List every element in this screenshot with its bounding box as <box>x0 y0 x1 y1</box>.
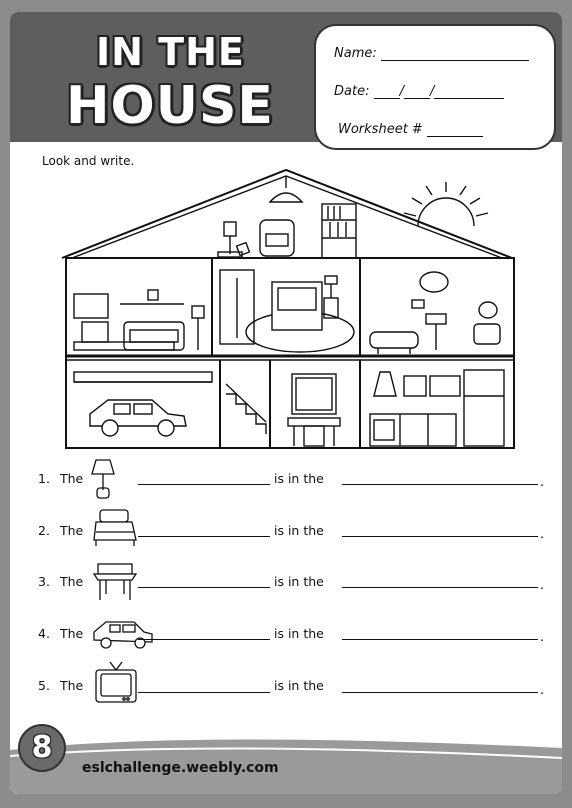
kitchen <box>370 370 504 446</box>
date-month-blank[interactable] <box>404 86 430 99</box>
worksheet-number-blank[interactable] <box>427 124 483 137</box>
website-link[interactable]: eslchallenge.weebly.com <box>82 760 279 776</box>
name-field <box>334 46 529 61</box>
answer-blank-object-2[interactable] <box>138 536 270 537</box>
dining-room <box>288 374 340 446</box>
living-room <box>74 290 204 350</box>
car-icon <box>90 616 156 650</box>
question-number: 3. <box>38 574 50 589</box>
answer-blank-room-2[interactable] <box>342 536 538 537</box>
date-separator-2: / <box>429 84 435 99</box>
question-end-2: . <box>540 526 544 541</box>
page-number-badge: 8 <box>18 724 66 772</box>
worksheet-label: Worksheet # <box>338 122 423 137</box>
lamp-icon <box>90 458 116 502</box>
question-the: The <box>59 523 84 538</box>
question-the: The <box>59 574 84 589</box>
desk-lamp-icon <box>218 222 249 257</box>
date-day-blank[interactable] <box>374 86 400 99</box>
date-label: Date: <box>334 84 370 99</box>
question-row-3 <box>38 574 100 589</box>
answer-blank-room-4[interactable] <box>342 639 538 640</box>
instruction-text: Look and write. <box>42 154 135 168</box>
name-blank[interactable] <box>381 48 529 61</box>
name-label: Name: <box>334 46 377 61</box>
date-separator-1: / <box>399 84 404 99</box>
table-icon <box>92 562 138 602</box>
question-row-5 <box>38 678 100 693</box>
question-row-2 <box>38 523 100 538</box>
bookshelf-icon <box>322 204 356 258</box>
sun-icon <box>404 182 488 226</box>
question-middle-5: is in the <box>274 678 324 693</box>
answer-blank-object-1[interactable] <box>138 484 270 485</box>
answer-blank-object-4[interactable] <box>138 639 270 640</box>
answer-blank-object-3[interactable] <box>138 587 270 588</box>
question-middle-1: is in the <box>274 471 324 486</box>
student-info-box <box>314 24 556 150</box>
question-number: 4. <box>38 626 50 641</box>
answer-blank-room-5[interactable] <box>342 692 538 693</box>
date-year-blank[interactable] <box>434 86 504 99</box>
question-middle-2: is in the <box>274 523 324 538</box>
date-field <box>334 84 504 99</box>
question-the: The <box>59 626 84 641</box>
question-end-5: . <box>540 682 544 697</box>
bathroom <box>370 272 500 354</box>
answer-blank-room-1[interactable] <box>342 484 538 485</box>
question-end-4: . <box>540 629 544 644</box>
garage <box>74 372 212 436</box>
armchair-icon <box>260 220 294 256</box>
answer-blank-object-5[interactable] <box>138 692 270 693</box>
question-the: The <box>59 471 84 486</box>
worksheet-page <box>10 12 562 794</box>
house-illustration <box>60 164 520 464</box>
tv-icon <box>94 660 138 706</box>
title-line-1: IN THE <box>96 30 245 74</box>
question-the: The <box>59 678 84 693</box>
question-end-3: . <box>540 577 544 592</box>
title-line-2: HOUSE <box>66 76 274 136</box>
question-number: 2. <box>38 523 50 538</box>
staircase <box>226 384 266 434</box>
answer-blank-room-3[interactable] <box>342 587 538 588</box>
bedroom <box>220 270 354 352</box>
bed-icon <box>92 508 138 548</box>
question-middle-3: is in the <box>274 574 324 589</box>
question-middle-4: is in the <box>274 626 324 641</box>
worksheet-number-field <box>338 122 483 137</box>
question-end-1: . <box>540 474 544 489</box>
question-number: 1. <box>38 471 50 486</box>
question-number: 5. <box>38 678 50 693</box>
